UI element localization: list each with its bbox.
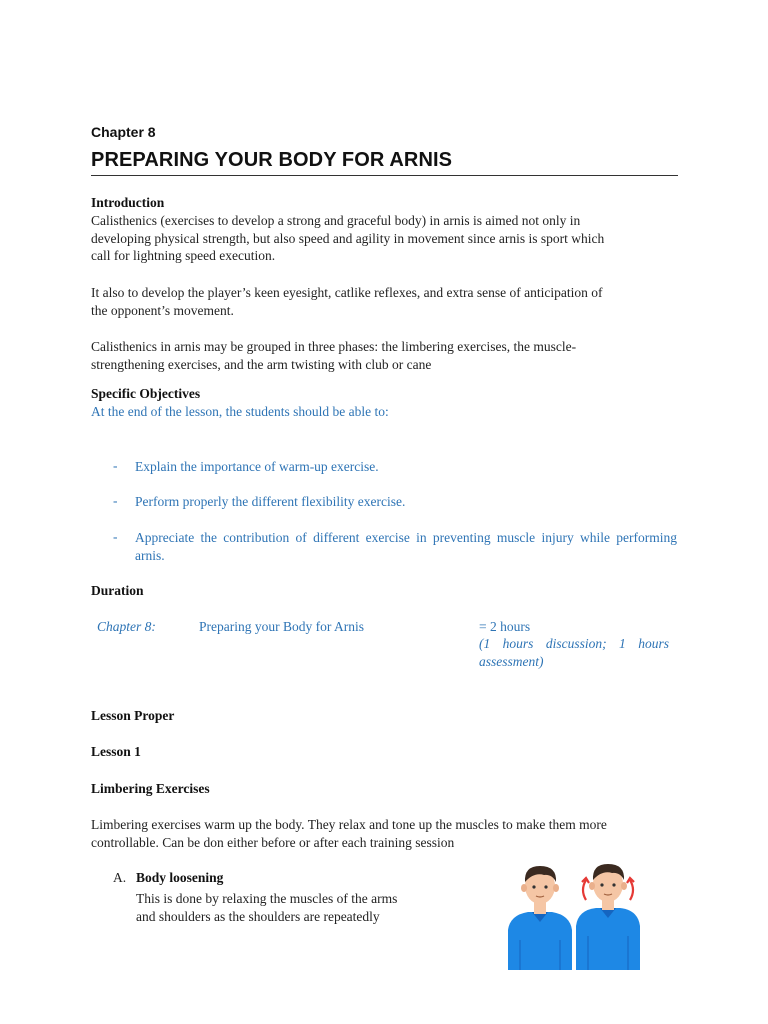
body-loosening-text bbox=[136, 890, 436, 926]
text-line: call for lightning speed execution. bbox=[91, 248, 276, 263]
text-line: controllable. Can be don either before or after each training session bbox=[91, 834, 455, 850]
item-marker: A. bbox=[113, 870, 127, 885]
bullet-dash: - bbox=[113, 458, 118, 473]
objective-item: Appreciate the contribution of different exercise in preventing muscle injury while performing arnis. bbox=[135, 530, 677, 563]
limbering-heading: Limbering Exercises bbox=[91, 781, 210, 796]
bullet-dash: - bbox=[113, 493, 118, 508]
duration-heading: Duration bbox=[91, 583, 144, 598]
lesson-1-heading: Lesson 1 bbox=[91, 744, 141, 759]
duration-breakdown: (1 hours discussion; 1 hours bbox=[479, 636, 669, 651]
limbering-paragraph bbox=[91, 816, 681, 851]
text-line: strengthening exercises, and the arm twisting with club or cane bbox=[91, 356, 432, 372]
objective-item: Perform properly the different flexibility exercise. bbox=[135, 494, 406, 509]
introduction-paragraph-1 bbox=[91, 212, 681, 265]
duration-chapter: Chapter 8: bbox=[97, 619, 156, 634]
duration-breakdown-cont: assessment) bbox=[479, 654, 544, 669]
bullet-dash: - bbox=[113, 529, 118, 544]
body-loosening-heading: Body loosening bbox=[136, 870, 224, 885]
body-loosening-illustration bbox=[500, 860, 650, 972]
text-line: It also to develop the player’s keen eyesight, catlike reflexes, and extra sense of anticipation of bbox=[91, 285, 603, 300]
objectives-intro: At the end of the lesson, the students should be able to: bbox=[91, 404, 389, 419]
duration-topic: Preparing your Body for Arnis bbox=[199, 619, 364, 634]
person-figure-icon bbox=[508, 866, 572, 970]
duration-total: = 2 hours bbox=[479, 619, 531, 634]
introduction-heading: Introduction bbox=[91, 195, 165, 210]
text-line: and shoulders as the shoulders are repeatedly bbox=[136, 909, 380, 924]
text-line: Calisthenics (exercises to develop a strong and graceful body) in arnis is aimed not only in bbox=[91, 213, 581, 228]
text-line: This is done by relaxing the muscles of the arms bbox=[136, 891, 398, 906]
chapter-title: PREPARING YOUR BODY FOR ARNIS bbox=[91, 149, 453, 171]
chapter-label: Chapter 8 bbox=[91, 124, 156, 140]
text-line: Limbering exercises warm up the body. They relax and tone up the muscles to make them more bbox=[91, 817, 607, 832]
text-line: the opponent’s movement. bbox=[91, 302, 234, 318]
title-divider bbox=[91, 175, 678, 176]
introduction-paragraph-3 bbox=[91, 338, 681, 373]
objective-item: Explain the importance of warm-up exercise. bbox=[135, 459, 379, 474]
text-line: Calisthenics in arnis may be grouped in three phases: the limbering exercises, the muscle- bbox=[91, 339, 577, 354]
lesson-proper-heading: Lesson Proper bbox=[91, 708, 175, 723]
text-line: developing physical strength, but also speed and agility in movement since arnis is sport which bbox=[91, 230, 605, 246]
objectives-heading: Specific Objectives bbox=[91, 386, 201, 401]
introduction-paragraph-2 bbox=[91, 284, 681, 319]
